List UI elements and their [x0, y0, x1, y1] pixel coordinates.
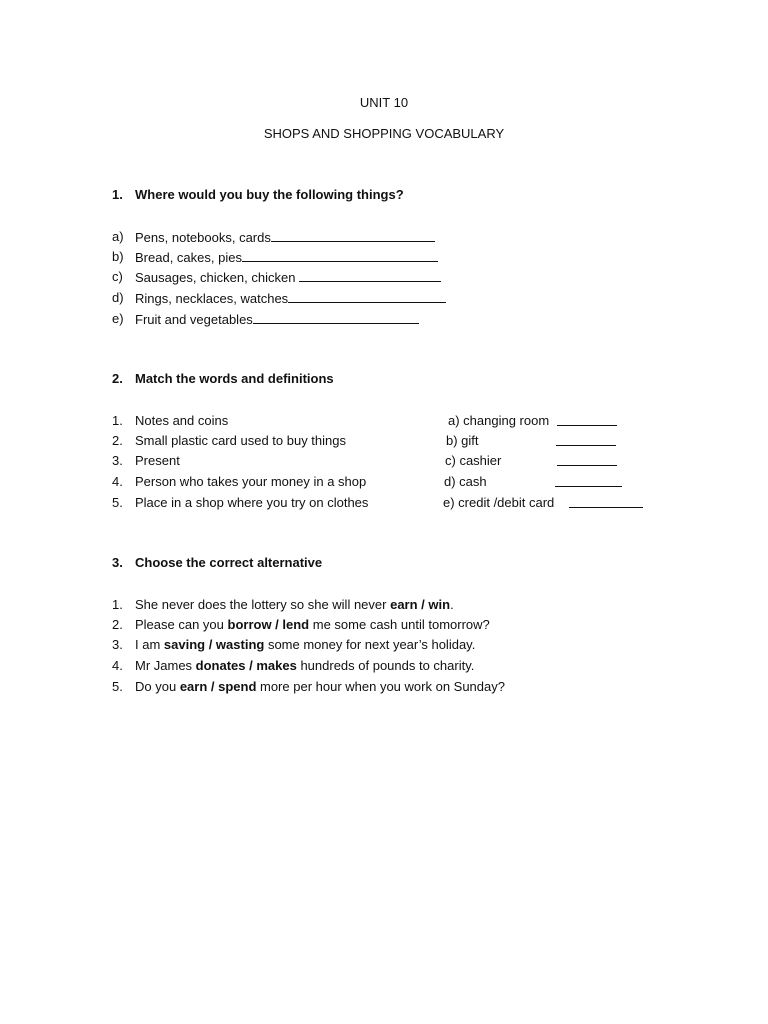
answer-blank[interactable]	[288, 290, 446, 303]
sentence-item	[135, 658, 474, 674]
answer-row	[556, 433, 616, 450]
sentence-text: more per hour when you work on Sunday?	[256, 679, 505, 694]
item-marker: e)	[112, 311, 124, 326]
list-item	[135, 311, 419, 328]
choice-option: saving / wasting	[163, 637, 265, 652]
sentence-text: .	[450, 597, 454, 612]
answer-blank[interactable]	[299, 269, 441, 282]
sentence-text: some money for next year’s holiday.	[264, 637, 476, 652]
answer-row	[557, 453, 617, 470]
answer-blank[interactable]	[557, 413, 617, 426]
item-marker: 3.	[112, 637, 123, 652]
word-item: d) cash	[444, 474, 487, 489]
unit-label: UNIT 10	[359, 95, 409, 110]
sentence-item	[135, 637, 475, 653]
sentence-text: Please can you	[135, 617, 228, 632]
list-item	[135, 269, 441, 286]
answer-blank[interactable]	[569, 495, 643, 508]
section-heading: Choose the correct alternative	[135, 555, 323, 570]
section-number: 3.	[112, 555, 123, 570]
sentence-item	[135, 597, 454, 613]
item-text: Bread, cakes, pies	[135, 250, 242, 265]
answer-blank[interactable]	[242, 249, 438, 262]
word-item: a) changing room	[448, 413, 550, 428]
item-marker: 4.	[112, 474, 123, 489]
list-item	[135, 290, 446, 307]
word-item: c) cashier	[445, 453, 502, 468]
choice-option: earn / spend	[179, 679, 257, 694]
word-item: e) credit /debit card	[443, 495, 555, 510]
answer-blank[interactable]	[271, 229, 435, 242]
item-marker: 4.	[112, 658, 123, 673]
list-item	[135, 229, 435, 246]
item-marker: 5.	[112, 679, 123, 694]
item-marker: d)	[112, 290, 124, 305]
item-marker: 1.	[112, 413, 123, 428]
definition-item: Present	[135, 453, 180, 468]
answer-row	[555, 474, 622, 491]
choice-option: borrow / lend	[227, 617, 310, 632]
definition-item: Place in a shop where you try on clothes	[135, 495, 369, 510]
item-marker: b)	[112, 249, 124, 264]
word-item: b) gift	[446, 433, 479, 448]
sentence-text: hundreds of pounds to charity.	[296, 658, 475, 673]
item-marker: c)	[112, 269, 123, 284]
sentence-item	[135, 679, 505, 695]
item-text: Rings, necklaces, watches	[135, 291, 289, 306]
answer-blank[interactable]	[253, 311, 419, 324]
sentence-text: me some cash until tomorrow?	[309, 617, 490, 632]
answer-blank[interactable]	[556, 433, 616, 446]
item-marker: a)	[112, 229, 124, 244]
section-number: 1.	[112, 187, 123, 202]
item-marker: 5.	[112, 495, 123, 510]
page-title: SHOPS AND SHOPPING VOCABULARY	[263, 126, 505, 141]
section-heading: Match the words and definitions	[135, 371, 334, 386]
item-marker: 2.	[112, 617, 123, 632]
sentence-text: She never does the lottery so she will never	[135, 597, 391, 612]
item-marker: 2.	[112, 433, 123, 448]
section-heading: Where would you buy the following things?	[135, 187, 404, 202]
answer-row	[557, 413, 617, 430]
choice-option: donates / makes	[195, 658, 297, 673]
sentence-text: I am	[135, 637, 164, 652]
definition-item: Notes and coins	[135, 413, 229, 428]
answer-blank[interactable]	[557, 453, 617, 466]
list-item	[135, 249, 438, 266]
item-marker: 3.	[112, 453, 123, 468]
section-number: 2.	[112, 371, 123, 386]
choice-option: earn / win	[390, 597, 451, 612]
answer-blank[interactable]	[555, 474, 622, 487]
item-marker: 1.	[112, 597, 123, 612]
sentence-text: Do you	[135, 679, 180, 694]
sentence-item	[135, 617, 490, 633]
item-text: Pens, notebooks, cards	[135, 230, 271, 245]
definition-item: Person who takes your money in a shop	[135, 474, 367, 489]
answer-row	[569, 495, 643, 512]
sentence-text: Mr James	[135, 658, 196, 673]
item-text: Sausages, chicken, chicken	[135, 270, 300, 285]
item-text: Fruit and vegetables	[135, 312, 253, 327]
definition-item: Small plastic card used to buy things	[135, 433, 346, 448]
